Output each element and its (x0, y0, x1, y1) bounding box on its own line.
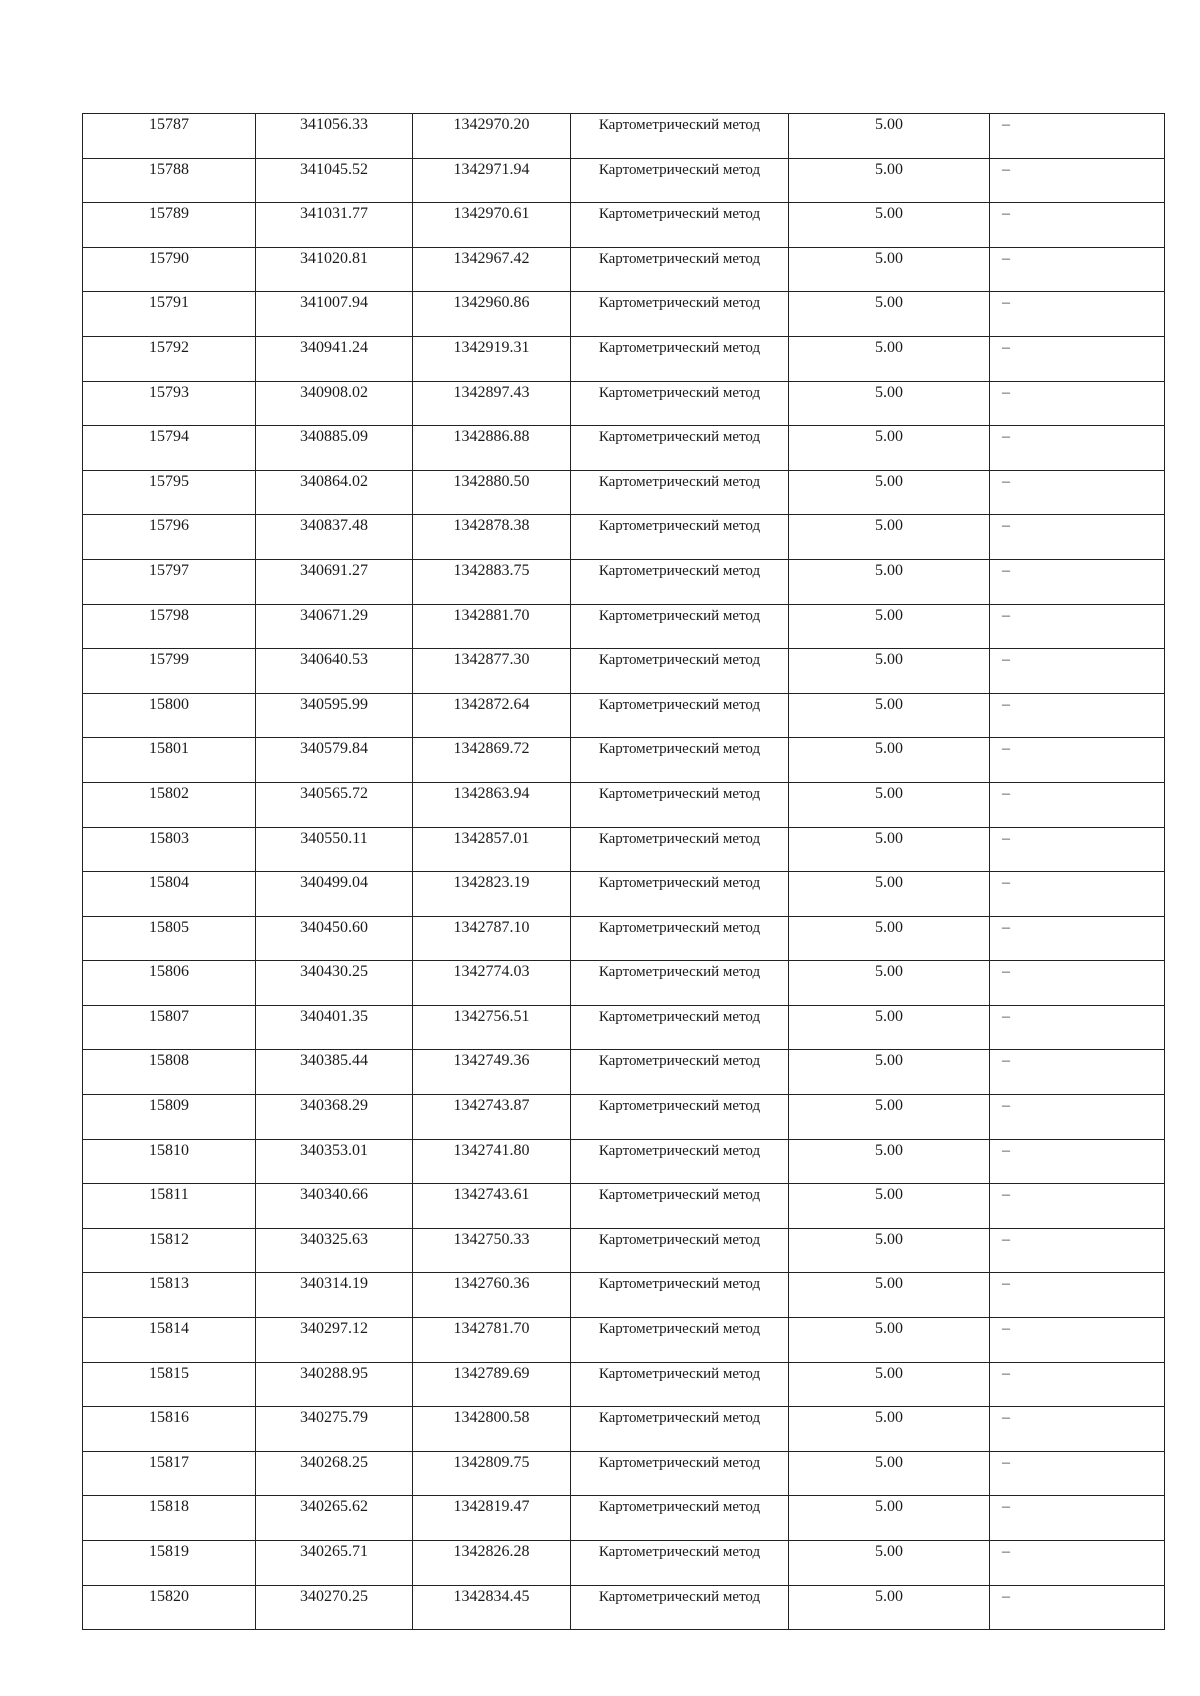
y-coordinate-cell: 1342872.64 (413, 693, 571, 738)
note-cell: – (990, 693, 1165, 738)
x-coordinate-cell: 340579.84 (256, 738, 413, 783)
method-cell: Картометрический метод (571, 158, 789, 203)
x-coordinate-cell: 340401.35 (256, 1005, 413, 1050)
method-cell: Картометрический метод (571, 292, 789, 337)
y-coordinate-cell: 1342760.36 (413, 1273, 571, 1318)
y-coordinate-cell: 1342886.88 (413, 426, 571, 471)
table-row (83, 961, 1165, 1006)
precision-cell: 5.00 (789, 604, 990, 649)
x-coordinate-cell: 340595.99 (256, 693, 413, 738)
precision-cell: 5.00 (789, 916, 990, 961)
x-coordinate-cell: 341045.52 (256, 158, 413, 203)
method-cell: Картометрический метод (571, 381, 789, 426)
point-number-cell: 15791 (83, 292, 256, 337)
x-coordinate-cell: 340270.25 (256, 1585, 413, 1630)
x-coordinate-cell: 340340.66 (256, 1184, 413, 1229)
table-row (83, 738, 1165, 783)
note-cell: – (990, 1005, 1165, 1050)
precision-cell: 5.00 (789, 292, 990, 337)
table-row (83, 782, 1165, 827)
method-cell: Картометрический метод (571, 1005, 789, 1050)
note-cell: – (990, 916, 1165, 961)
table-row (83, 649, 1165, 694)
coordinates-table-body (83, 114, 1165, 1630)
point-number-cell: 15803 (83, 827, 256, 872)
precision-cell: 5.00 (789, 1362, 990, 1407)
point-number-cell: 15806 (83, 961, 256, 1006)
x-coordinate-cell: 341007.94 (256, 292, 413, 337)
precision-cell: 5.00 (789, 1184, 990, 1229)
point-number-cell: 15789 (83, 203, 256, 248)
method-cell: Картометрический метод (571, 1496, 789, 1541)
x-coordinate-cell: 340275.79 (256, 1407, 413, 1452)
table-row (83, 381, 1165, 426)
point-number-cell: 15796 (83, 515, 256, 560)
y-coordinate-cell: 1342877.30 (413, 649, 571, 694)
precision-cell: 5.00 (789, 827, 990, 872)
method-cell: Картометрический метод (571, 872, 789, 917)
y-coordinate-cell: 1342970.61 (413, 203, 571, 248)
point-number-cell: 15814 (83, 1318, 256, 1363)
x-coordinate-cell: 340265.62 (256, 1496, 413, 1541)
method-cell: Картометрический метод (571, 336, 789, 381)
y-coordinate-cell: 1342878.38 (413, 515, 571, 560)
point-number-cell: 15797 (83, 559, 256, 604)
y-coordinate-cell: 1342800.58 (413, 1407, 571, 1452)
precision-cell: 5.00 (789, 1585, 990, 1630)
note-cell: – (990, 604, 1165, 649)
method-cell: Картометрический метод (571, 1095, 789, 1140)
precision-cell: 5.00 (789, 470, 990, 515)
table-row (83, 114, 1165, 159)
coordinates-table (82, 113, 1165, 1630)
precision-cell: 5.00 (789, 559, 990, 604)
method-cell: Картометрический метод (571, 1362, 789, 1407)
method-cell: Картометрический метод (571, 1585, 789, 1630)
precision-cell: 5.00 (789, 1273, 990, 1318)
method-cell: Картометрический метод (571, 738, 789, 783)
point-number-cell: 15807 (83, 1005, 256, 1050)
note-cell: – (990, 1184, 1165, 1229)
table-row (83, 559, 1165, 604)
note-cell: – (990, 1050, 1165, 1095)
y-coordinate-cell: 1342881.70 (413, 604, 571, 649)
precision-cell: 5.00 (789, 1407, 990, 1452)
method-cell: Картометрический метод (571, 1407, 789, 1452)
point-number-cell: 15799 (83, 649, 256, 694)
note-cell: – (990, 1273, 1165, 1318)
x-coordinate-cell: 340353.01 (256, 1139, 413, 1184)
y-coordinate-cell: 1342863.94 (413, 782, 571, 827)
x-coordinate-cell: 340864.02 (256, 470, 413, 515)
y-coordinate-cell: 1342857.01 (413, 827, 571, 872)
table-row (83, 604, 1165, 649)
point-number-cell: 15794 (83, 426, 256, 471)
precision-cell: 5.00 (789, 1228, 990, 1273)
note-cell: – (990, 782, 1165, 827)
y-coordinate-cell: 1342750.33 (413, 1228, 571, 1273)
point-number-cell: 15812 (83, 1228, 256, 1273)
note-cell: – (990, 559, 1165, 604)
table-row (83, 1496, 1165, 1541)
method-cell: Картометрический метод (571, 1318, 789, 1363)
note-cell: – (990, 158, 1165, 203)
precision-cell: 5.00 (789, 1541, 990, 1586)
x-coordinate-cell: 341031.77 (256, 203, 413, 248)
note-cell: – (990, 1318, 1165, 1363)
method-cell: Картометрический метод (571, 827, 789, 872)
note-cell: – (990, 738, 1165, 783)
x-coordinate-cell: 340908.02 (256, 381, 413, 426)
point-number-cell: 15819 (83, 1541, 256, 1586)
point-number-cell: 15788 (83, 158, 256, 203)
table-row (83, 1139, 1165, 1184)
method-cell: Картометрический метод (571, 1273, 789, 1318)
note-cell: – (990, 470, 1165, 515)
precision-cell: 5.00 (789, 336, 990, 381)
y-coordinate-cell: 1342741.80 (413, 1139, 571, 1184)
precision-cell: 5.00 (789, 1005, 990, 1050)
precision-cell: 5.00 (789, 1139, 990, 1184)
table-row (83, 1362, 1165, 1407)
note-cell: – (990, 203, 1165, 248)
method-cell: Картометрический метод (571, 961, 789, 1006)
x-coordinate-cell: 341056.33 (256, 114, 413, 159)
table-row (83, 515, 1165, 560)
y-coordinate-cell: 1342823.19 (413, 872, 571, 917)
precision-cell: 5.00 (789, 693, 990, 738)
point-number-cell: 15800 (83, 693, 256, 738)
precision-cell: 5.00 (789, 158, 990, 203)
y-coordinate-cell: 1342960.86 (413, 292, 571, 337)
precision-cell: 5.00 (789, 782, 990, 827)
y-coordinate-cell: 1342897.43 (413, 381, 571, 426)
note-cell: – (990, 1228, 1165, 1273)
table-row (83, 470, 1165, 515)
point-number-cell: 15809 (83, 1095, 256, 1140)
method-cell: Картометрический метод (571, 604, 789, 649)
table-row (83, 1095, 1165, 1140)
y-coordinate-cell: 1342743.61 (413, 1184, 571, 1229)
note-cell: – (990, 336, 1165, 381)
x-coordinate-cell: 340288.95 (256, 1362, 413, 1407)
point-number-cell: 15811 (83, 1184, 256, 1229)
table-row (83, 1585, 1165, 1630)
x-coordinate-cell: 340368.29 (256, 1095, 413, 1140)
x-coordinate-cell: 340885.09 (256, 426, 413, 471)
method-cell: Картометрический метод (571, 470, 789, 515)
y-coordinate-cell: 1342789.69 (413, 1362, 571, 1407)
method-cell: Картометрический метод (571, 1228, 789, 1273)
note-cell: – (990, 1496, 1165, 1541)
precision-cell: 5.00 (789, 426, 990, 471)
point-number-cell: 15818 (83, 1496, 256, 1541)
table-row (83, 247, 1165, 292)
table-row (83, 203, 1165, 248)
x-coordinate-cell: 340640.53 (256, 649, 413, 694)
point-number-cell: 15793 (83, 381, 256, 426)
note-cell: – (990, 1407, 1165, 1452)
table-row (83, 158, 1165, 203)
point-number-cell: 15810 (83, 1139, 256, 1184)
y-coordinate-cell: 1342756.51 (413, 1005, 571, 1050)
y-coordinate-cell: 1342819.47 (413, 1496, 571, 1541)
x-coordinate-cell: 340450.60 (256, 916, 413, 961)
point-number-cell: 15817 (83, 1451, 256, 1496)
note-cell: – (990, 1139, 1165, 1184)
precision-cell: 5.00 (789, 1050, 990, 1095)
precision-cell: 5.00 (789, 1496, 990, 1541)
method-cell: Картометрический метод (571, 1139, 789, 1184)
precision-cell: 5.00 (789, 872, 990, 917)
table-row (83, 1050, 1165, 1095)
x-coordinate-cell: 340550.11 (256, 827, 413, 872)
x-coordinate-cell: 341020.81 (256, 247, 413, 292)
note-cell: – (990, 961, 1165, 1006)
note-cell: – (990, 1451, 1165, 1496)
y-coordinate-cell: 1342880.50 (413, 470, 571, 515)
table-row (83, 336, 1165, 381)
point-number-cell: 15787 (83, 114, 256, 159)
point-number-cell: 15804 (83, 872, 256, 917)
y-coordinate-cell: 1342781.70 (413, 1318, 571, 1363)
precision-cell: 5.00 (789, 738, 990, 783)
point-number-cell: 15816 (83, 1407, 256, 1452)
y-coordinate-cell: 1342970.20 (413, 114, 571, 159)
table-row (83, 1273, 1165, 1318)
precision-cell: 5.00 (789, 961, 990, 1006)
x-coordinate-cell: 340297.12 (256, 1318, 413, 1363)
table-row (83, 1541, 1165, 1586)
method-cell: Картометрический метод (571, 916, 789, 961)
table-row (83, 693, 1165, 738)
method-cell: Картометрический метод (571, 1451, 789, 1496)
note-cell: – (990, 1541, 1165, 1586)
method-cell: Картометрический метод (571, 247, 789, 292)
method-cell: Картометрический метод (571, 782, 789, 827)
method-cell: Картометрический метод (571, 693, 789, 738)
y-coordinate-cell: 1342826.28 (413, 1541, 571, 1586)
point-number-cell: 15802 (83, 782, 256, 827)
note-cell: – (990, 1362, 1165, 1407)
y-coordinate-cell: 1342749.36 (413, 1050, 571, 1095)
note-cell: – (990, 1585, 1165, 1630)
note-cell: – (990, 649, 1165, 694)
x-coordinate-cell: 340325.63 (256, 1228, 413, 1273)
x-coordinate-cell: 340314.19 (256, 1273, 413, 1318)
x-coordinate-cell: 340430.25 (256, 961, 413, 1006)
x-coordinate-cell: 340499.04 (256, 872, 413, 917)
method-cell: Картометрический метод (571, 649, 789, 694)
y-coordinate-cell: 1342787.10 (413, 916, 571, 961)
point-number-cell: 15813 (83, 1273, 256, 1318)
note-cell: – (990, 247, 1165, 292)
precision-cell: 5.00 (789, 247, 990, 292)
y-coordinate-cell: 1342834.45 (413, 1585, 571, 1630)
point-number-cell: 15798 (83, 604, 256, 649)
x-coordinate-cell: 340565.72 (256, 782, 413, 827)
x-coordinate-cell: 340941.24 (256, 336, 413, 381)
precision-cell: 5.00 (789, 1318, 990, 1363)
point-number-cell: 15792 (83, 336, 256, 381)
y-coordinate-cell: 1342971.94 (413, 158, 571, 203)
point-number-cell: 15790 (83, 247, 256, 292)
table-row (83, 426, 1165, 471)
table-row (83, 1005, 1165, 1050)
note-cell: – (990, 827, 1165, 872)
table-row (83, 1318, 1165, 1363)
point-number-cell: 15795 (83, 470, 256, 515)
x-coordinate-cell: 340265.71 (256, 1541, 413, 1586)
method-cell: Картометрический метод (571, 114, 789, 159)
precision-cell: 5.00 (789, 1095, 990, 1140)
x-coordinate-cell: 340837.48 (256, 515, 413, 560)
x-coordinate-cell: 340671.29 (256, 604, 413, 649)
y-coordinate-cell: 1342774.03 (413, 961, 571, 1006)
method-cell: Картометрический метод (571, 1541, 789, 1586)
point-number-cell: 15815 (83, 1362, 256, 1407)
method-cell: Картометрический метод (571, 515, 789, 560)
method-cell: Картометрический метод (571, 1050, 789, 1095)
note-cell: – (990, 1095, 1165, 1140)
method-cell: Картометрический метод (571, 559, 789, 604)
table-row (83, 1228, 1165, 1273)
method-cell: Картометрический метод (571, 426, 789, 471)
table-row (83, 1407, 1165, 1452)
table-row (83, 827, 1165, 872)
x-coordinate-cell: 340268.25 (256, 1451, 413, 1496)
note-cell: – (990, 114, 1165, 159)
y-coordinate-cell: 1342967.42 (413, 247, 571, 292)
precision-cell: 5.00 (789, 515, 990, 560)
point-number-cell: 15808 (83, 1050, 256, 1095)
table-row (83, 1184, 1165, 1229)
y-coordinate-cell: 1342809.75 (413, 1451, 571, 1496)
note-cell: – (990, 515, 1165, 560)
y-coordinate-cell: 1342919.31 (413, 336, 571, 381)
note-cell: – (990, 872, 1165, 917)
y-coordinate-cell: 1342883.75 (413, 559, 571, 604)
precision-cell: 5.00 (789, 114, 990, 159)
y-coordinate-cell: 1342869.72 (413, 738, 571, 783)
note-cell: – (990, 426, 1165, 471)
note-cell: – (990, 292, 1165, 337)
table-row (83, 1451, 1165, 1496)
point-number-cell: 15805 (83, 916, 256, 961)
point-number-cell: 15801 (83, 738, 256, 783)
table-row (83, 916, 1165, 961)
precision-cell: 5.00 (789, 1451, 990, 1496)
note-cell: – (990, 381, 1165, 426)
y-coordinate-cell: 1342743.87 (413, 1095, 571, 1140)
method-cell: Картометрический метод (571, 203, 789, 248)
x-coordinate-cell: 340691.27 (256, 559, 413, 604)
x-coordinate-cell: 340385.44 (256, 1050, 413, 1095)
table-row (83, 872, 1165, 917)
point-number-cell: 15820 (83, 1585, 256, 1630)
method-cell: Картометрический метод (571, 1184, 789, 1229)
table-row (83, 292, 1165, 337)
precision-cell: 5.00 (789, 381, 990, 426)
precision-cell: 5.00 (789, 203, 990, 248)
precision-cell: 5.00 (789, 649, 990, 694)
